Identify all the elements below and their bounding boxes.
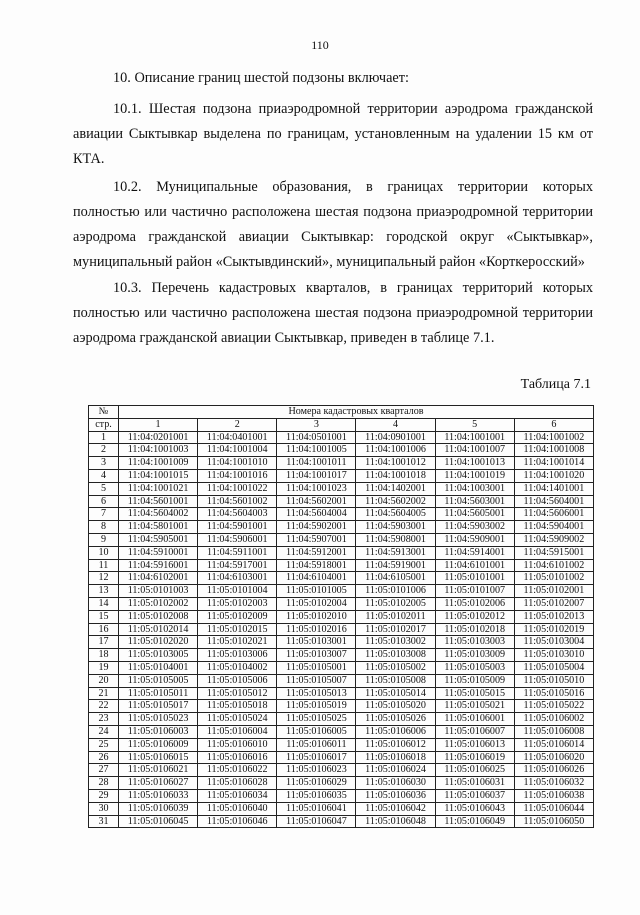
cadastral-number-cell: 11:05:0106024 (356, 764, 435, 777)
cadastral-number-cell: 11:05:0106044 (514, 802, 593, 815)
cadastral-number-cell: 11:05:0102003 (198, 597, 277, 610)
cadastral-number-cell: 11:05:0106025 (435, 764, 514, 777)
cadastral-number-cell: 11:05:0101003 (119, 585, 198, 598)
cadastral-number-cell: 11:04:5902001 (277, 521, 356, 534)
cadastral-number-cell: 11:04:1001020 (514, 469, 593, 482)
table-row (89, 777, 594, 790)
cadastral-number-cell: 11:05:0103010 (514, 649, 593, 662)
header-row-number-label: № (89, 406, 119, 419)
cadastral-number-cell: 11:04:6103001 (198, 572, 277, 585)
cadastral-number-cell: 11:05:0106011 (277, 738, 356, 751)
row-number-cell: 1 (89, 431, 119, 444)
cadastral-number-cell: 11:04:1001013 (435, 457, 514, 470)
cadastral-number-cell: 11:04:5905001 (119, 533, 198, 546)
column-header: 3 (277, 418, 356, 431)
header-group-label: Номера кадастровых кварталов (119, 406, 594, 419)
cadastral-number-cell: 11:05:0105015 (435, 687, 514, 700)
cadastral-number-cell: 11:05:0106007 (435, 725, 514, 738)
cadastral-number-cell: 11:05:0106001 (435, 713, 514, 726)
cadastral-number-cell: 11:04:1001004 (198, 444, 277, 457)
cadastral-number-cell: 11:05:0101007 (435, 585, 514, 598)
cadastral-number-cell: 11:05:0102017 (356, 623, 435, 636)
cadastral-number-cell: 11:05:0105021 (435, 700, 514, 713)
table-row (89, 661, 594, 674)
cadastral-number-cell: 11:05:0106028 (198, 777, 277, 790)
cadastral-number-cell: 11:04:0501001 (277, 431, 356, 444)
cadastral-number-cell: 11:05:0106009 (119, 738, 198, 751)
table-row (89, 764, 594, 777)
cadastral-number-cell: 11:05:0103001 (277, 636, 356, 649)
cadastral-number-cell: 11:05:0106019 (435, 751, 514, 764)
cadastral-number-cell: 11:05:0102021 (198, 636, 277, 649)
row-number-cell: 2 (89, 444, 119, 457)
cadastral-number-cell: 11:05:0106004 (198, 725, 277, 738)
cadastral-number-cell: 11:04:1402001 (356, 482, 435, 495)
row-number-cell: 27 (89, 764, 119, 777)
cadastral-number-cell: 11:05:0102013 (514, 610, 593, 623)
table-row (89, 623, 594, 636)
cadastral-number-cell: 11:05:0105019 (277, 700, 356, 713)
cadastral-number-cell: 11:05:0105012 (198, 687, 277, 700)
cadastral-table (88, 405, 594, 828)
cadastral-number-cell: 11:04:1001016 (198, 469, 277, 482)
cadastral-number-cell: 11:04:5602001 (277, 495, 356, 508)
cadastral-number-cell: 11:05:0102014 (119, 623, 198, 636)
table-header-row (89, 418, 594, 431)
cadastral-number-cell: 11:05:0106049 (435, 815, 514, 828)
cadastral-number-cell: 11:04:5903001 (356, 521, 435, 534)
cadastral-number-cell: 11:04:1401001 (514, 482, 593, 495)
cadastral-number-cell: 11:05:0102002 (119, 597, 198, 610)
cadastral-number-cell: 11:04:1001014 (514, 457, 593, 470)
cadastral-number-cell: 11:05:0105010 (514, 674, 593, 687)
table-row (89, 508, 594, 521)
cadastral-number-cell: 11:05:0102010 (277, 610, 356, 623)
cadastral-number-cell: 11:04:5911001 (198, 546, 277, 559)
table-row (89, 431, 594, 444)
cadastral-number-cell: 11:04:5801001 (119, 521, 198, 534)
cadastral-number-cell: 11:05:0102008 (119, 610, 198, 623)
row-number-cell: 15 (89, 610, 119, 623)
table-row (89, 559, 594, 572)
cadastral-number-cell: 11:04:5909001 (435, 533, 514, 546)
cadastral-number-cell: 11:05:0106043 (435, 802, 514, 815)
cadastral-number-cell: 11:05:0102005 (356, 597, 435, 610)
row-number-cell: 4 (89, 469, 119, 482)
cadastral-number-cell: 11:04:6101002 (514, 559, 593, 572)
cadastral-number-cell: 11:05:0106045 (119, 815, 198, 828)
cadastral-number-cell: 11:05:0106039 (119, 802, 198, 815)
cadastral-number-cell: 11:05:0106021 (119, 764, 198, 777)
cadastral-number-cell: 11:05:0102015 (198, 623, 277, 636)
row-number-cell: 10 (89, 546, 119, 559)
cadastral-number-cell: 11:05:0106030 (356, 777, 435, 790)
cadastral-number-cell: 11:04:1001015 (119, 469, 198, 482)
cadastral-number-cell: 11:04:5910001 (119, 546, 198, 559)
cadastral-number-cell: 11:05:0106029 (277, 777, 356, 790)
cadastral-number-cell: 11:05:0106032 (514, 777, 593, 790)
cadastral-number-cell: 11:04:1001023 (277, 482, 356, 495)
table-row (89, 495, 594, 508)
cadastral-number-cell: 11:05:0106050 (514, 815, 593, 828)
cadastral-number-cell: 11:04:1001018 (356, 469, 435, 482)
cadastral-number-cell: 11:04:6101001 (435, 559, 514, 572)
cadastral-number-cell: 11:05:0106033 (119, 789, 198, 802)
page-number: 110 (311, 38, 329, 52)
cadastral-number-cell: 11:05:0103004 (514, 636, 593, 649)
cadastral-number-cell: 11:04:6102001 (119, 572, 198, 585)
column-header: 1 (119, 418, 198, 431)
cadastral-number-cell: 11:04:5602002 (356, 495, 435, 508)
paragraph-10-2: 10.2. Муниципальные образования, в границах территории которых полностью или частично расположена шестая подзона приаэродромной территории аэродрома гражданской авиации Сыктывкар: городской округ «Сыктывкар», муниципальный район «Сыктывдинский», муниципальный район «Корткеросский» (73, 179, 593, 270)
cadastral-number-cell: 11:05:0104001 (119, 661, 198, 674)
cadastral-number-cell: 11:04:5604002 (119, 508, 198, 521)
row-number-cell: 22 (89, 700, 119, 713)
cadastral-number-cell: 11:05:0106037 (435, 789, 514, 802)
cadastral-number-cell: 11:05:0102011 (356, 610, 435, 623)
cadastral-number-cell: 11:04:5604001 (514, 495, 593, 508)
row-number-cell: 25 (89, 738, 119, 751)
row-number-cell: 11 (89, 559, 119, 572)
cadastral-number-cell: 11:04:1001009 (119, 457, 198, 470)
cadastral-number-cell: 11:04:5604003 (198, 508, 277, 521)
table-row (89, 700, 594, 713)
row-number-cell: 29 (89, 789, 119, 802)
cadastral-number-cell: 11:04:1001003 (119, 444, 198, 457)
cadastral-number-cell: 11:04:6105001 (356, 572, 435, 585)
cadastral-number-cell: 11:04:1001002 (514, 431, 593, 444)
cadastral-number-cell: 11:04:5604005 (356, 508, 435, 521)
cadastral-number-cell: 11:05:0106035 (277, 789, 356, 802)
row-number-cell: 19 (89, 661, 119, 674)
cadastral-number-cell: 11:05:0106047 (277, 815, 356, 828)
cadastral-number-cell: 11:05:0106003 (119, 725, 198, 738)
row-number-cell: 18 (89, 649, 119, 662)
cadastral-number-cell: 11:04:5604004 (277, 508, 356, 521)
cadastral-number-cell: 11:05:0103008 (356, 649, 435, 662)
table-row (89, 751, 594, 764)
cadastral-number-cell: 11:04:1001010 (198, 457, 277, 470)
cadastral-number-cell: 11:05:0102007 (514, 597, 593, 610)
table-row (89, 815, 594, 828)
cadastral-number-cell: 11:05:0106046 (198, 815, 277, 828)
row-number-cell: 7 (89, 508, 119, 521)
cadastral-number-cell: 11:05:0105018 (198, 700, 277, 713)
cadastral-number-cell: 11:04:1001011 (277, 457, 356, 470)
row-number-cell: 8 (89, 521, 119, 534)
row-number-cell: 12 (89, 572, 119, 585)
cadastral-number-cell: 11:05:0106036 (356, 789, 435, 802)
table-row (89, 713, 594, 726)
table-caption: Таблица 7.1 (520, 377, 591, 392)
cadastral-number-cell: 11:04:1001005 (277, 444, 356, 457)
cadastral-number-cell: 11:04:1001021 (119, 482, 198, 495)
cadastral-number-cell: 11:05:0105004 (514, 661, 593, 674)
cadastral-number-cell: 11:05:0106010 (198, 738, 277, 751)
table-row (89, 546, 594, 559)
section-heading: 10. Описание границ шестой подзоны включает: (113, 70, 409, 86)
row-number-cell: 5 (89, 482, 119, 495)
cadastral-number-cell: 11:04:1001012 (356, 457, 435, 470)
table-row (89, 444, 594, 457)
row-number-cell: 23 (89, 713, 119, 726)
cadastral-number-cell: 11:05:0106015 (119, 751, 198, 764)
cadastral-number-cell: 11:04:5912001 (277, 546, 356, 559)
cadastral-number-cell: 11:04:5903002 (435, 521, 514, 534)
paragraph-10-1: 10.1. Шестая подзона приаэродромной территории аэродрома гражданской авиации Сыктывкар выделена по границам, установленным на удалении 15 км от КТА. (73, 101, 593, 167)
cadastral-number-cell: 11:05:0105005 (119, 674, 198, 687)
cadastral-number-cell: 11:05:0106027 (119, 777, 198, 790)
cadastral-number-cell: 11:05:0106048 (356, 815, 435, 828)
row-number-cell: 14 (89, 597, 119, 610)
cadastral-number-cell: 11:05:0106023 (277, 764, 356, 777)
cadastral-number-cell: 11:05:0104002 (198, 661, 277, 674)
table-row (89, 585, 594, 598)
cadastral-number-cell: 11:05:0105017 (119, 700, 198, 713)
cadastral-number-cell: 11:05:0105011 (119, 687, 198, 700)
cadastral-number-cell: 11:04:5906001 (198, 533, 277, 546)
cadastral-number-cell: 11:05:0101001 (435, 572, 514, 585)
row-number-cell: 30 (89, 802, 119, 815)
cadastral-number-cell: 11:05:0103006 (198, 649, 277, 662)
cadastral-number-cell: 11:05:0105025 (277, 713, 356, 726)
cadastral-number-cell: 11:05:0105023 (119, 713, 198, 726)
column-header: 4 (356, 418, 435, 431)
table-row (89, 457, 594, 470)
table-row (89, 482, 594, 495)
cadastral-number-cell: 11:04:5914001 (435, 546, 514, 559)
cadastral-number-cell: 11:05:0106022 (198, 764, 277, 777)
cadastral-number-cell: 11:05:0106041 (277, 802, 356, 815)
row-number-cell: 31 (89, 815, 119, 828)
cadastral-number-cell: 11:05:0105009 (435, 674, 514, 687)
row-number-cell: 3 (89, 457, 119, 470)
cadastral-number-cell: 11:04:5919001 (356, 559, 435, 572)
cadastral-number-cell: 11:05:0105020 (356, 700, 435, 713)
cadastral-number-cell: 11:04:1003001 (435, 482, 514, 495)
table-row (89, 572, 594, 585)
cadastral-number-cell: 11:05:0102016 (277, 623, 356, 636)
cadastral-number-cell: 11:05:0106034 (198, 789, 277, 802)
cadastral-number-cell: 11:05:0105016 (514, 687, 593, 700)
row-number-cell: 17 (89, 636, 119, 649)
cadastral-number-cell: 11:05:0102018 (435, 623, 514, 636)
cadastral-number-cell: 11:04:1001019 (435, 469, 514, 482)
cadastral-number-cell: 11:05:0102009 (198, 610, 277, 623)
table-row (89, 636, 594, 649)
cadastral-number-cell: 11:05:0106014 (514, 738, 593, 751)
cadastral-number-cell: 11:05:0106012 (356, 738, 435, 751)
row-number-cell: 28 (89, 777, 119, 790)
table-row (89, 802, 594, 815)
row-number-cell: 9 (89, 533, 119, 546)
cadastral-number-cell: 11:04:5917001 (198, 559, 277, 572)
table-row (89, 597, 594, 610)
cadastral-number-cell: 11:05:0105024 (198, 713, 277, 726)
cadastral-number-cell: 11:05:0106040 (198, 802, 277, 815)
cadastral-number-cell: 11:05:0101004 (198, 585, 277, 598)
cadastral-number-cell: 11:05:0105003 (435, 661, 514, 674)
cadastral-number-cell: 11:04:5603001 (435, 495, 514, 508)
cadastral-number-cell: 11:04:5901001 (198, 521, 277, 534)
cadastral-number-cell: 11:04:1001001 (435, 431, 514, 444)
cadastral-number-cell: 11:05:0105007 (277, 674, 356, 687)
table-row (89, 610, 594, 623)
cadastral-number-cell: 11:05:0103002 (356, 636, 435, 649)
cadastral-number-cell: 11:05:0106002 (514, 713, 593, 726)
cadastral-number-cell: 11:04:5601002 (198, 495, 277, 508)
cadastral-number-cell: 11:04:5605001 (435, 508, 514, 521)
cadastral-number-cell: 11:04:1001007 (435, 444, 514, 457)
cadastral-number-cell: 11:04:0201001 (119, 431, 198, 444)
row-number-cell: 16 (89, 623, 119, 636)
cadastral-number-cell: 11:04:5916001 (119, 559, 198, 572)
table-row (89, 521, 594, 534)
cadastral-number-cell: 11:05:0102006 (435, 597, 514, 610)
row-number-cell: 26 (89, 751, 119, 764)
cadastral-number-cell: 11:05:0105014 (356, 687, 435, 700)
column-header: 5 (435, 418, 514, 431)
cadastral-number-cell: 11:05:0102019 (514, 623, 593, 636)
cadastral-number-cell: 11:05:0106008 (514, 725, 593, 738)
column-header: 2 (198, 418, 277, 431)
cadastral-number-cell: 11:05:0105001 (277, 661, 356, 674)
cadastral-number-cell: 11:05:0106006 (356, 725, 435, 738)
column-header: 6 (514, 418, 593, 431)
row-number-cell: 24 (89, 725, 119, 738)
cadastral-number-cell: 11:04:1001008 (514, 444, 593, 457)
cadastral-number-cell: 11:05:0105026 (356, 713, 435, 726)
cadastral-number-cell: 11:05:0102004 (277, 597, 356, 610)
cadastral-number-cell: 11:04:5918001 (277, 559, 356, 572)
cadastral-number-cell: 11:05:0106026 (514, 764, 593, 777)
cadastral-number-cell: 11:04:5606001 (514, 508, 593, 521)
cadastral-number-cell: 11:04:6104001 (277, 572, 356, 585)
table-row (89, 687, 594, 700)
cadastral-number-cell: 11:05:0103007 (277, 649, 356, 662)
cadastral-number-cell: 11:04:0401001 (198, 431, 277, 444)
row-number-cell: 6 (89, 495, 119, 508)
cadastral-number-cell: 11:05:0105013 (277, 687, 356, 700)
cadastral-number-cell: 11:05:0105002 (356, 661, 435, 674)
cadastral-number-cell: 11:04:0901001 (356, 431, 435, 444)
cadastral-number-cell: 11:05:0103009 (435, 649, 514, 662)
cadastral-number-cell: 11:05:0106005 (277, 725, 356, 738)
cadastral-number-cell: 11:04:1001006 (356, 444, 435, 457)
cadastral-number-cell: 11:04:5913001 (356, 546, 435, 559)
row-number-cell: 20 (89, 674, 119, 687)
table-row (89, 469, 594, 482)
cadastral-number-cell: 11:05:0103003 (435, 636, 514, 649)
row-number-cell: 21 (89, 687, 119, 700)
cadastral-number-cell: 11:05:0102020 (119, 636, 198, 649)
cadastral-number-cell: 11:04:5908001 (356, 533, 435, 546)
table-row (89, 789, 594, 802)
paragraph-10-3: 10.3. Перечень кадастровых кварталов, в границах территорий которых полностью или частично расположена шестая подзона приаэродромной территории аэродрома гражданской авиации Сыктывкар, приведен в таблице 7.1. (73, 280, 593, 346)
cadastral-number-cell: 11:05:0103005 (119, 649, 198, 662)
cadastral-number-cell: 11:05:0102001 (514, 585, 593, 598)
row-number-cell: 13 (89, 585, 119, 598)
table-header-row (89, 406, 594, 419)
table-row (89, 674, 594, 687)
cadastral-number-cell: 11:05:0105022 (514, 700, 593, 713)
cadastral-number-cell: 11:05:0106017 (277, 751, 356, 764)
cadastral-number-cell: 11:04:5601001 (119, 495, 198, 508)
cadastral-number-cell: 11:05:0102012 (435, 610, 514, 623)
cadastral-number-cell: 11:05:0106013 (435, 738, 514, 751)
table-row (89, 738, 594, 751)
cadastral-number-cell: 11:04:5915001 (514, 546, 593, 559)
cadastral-number-cell: 11:04:5907001 (277, 533, 356, 546)
table-row (89, 725, 594, 738)
cadastral-number-cell: 11:04:5909002 (514, 533, 593, 546)
cadastral-number-cell: 11:05:0101002 (514, 572, 593, 585)
cadastral-number-cell: 11:05:0105008 (356, 674, 435, 687)
header-row-number-sub: стр. (89, 418, 119, 431)
cadastral-number-cell: 11:05:0106042 (356, 802, 435, 815)
cadastral-number-cell: 11:04:5904001 (514, 521, 593, 534)
cadastral-number-cell: 11:05:0106016 (198, 751, 277, 764)
cadastral-number-cell: 11:04:1001017 (277, 469, 356, 482)
cadastral-number-cell: 11:04:1001022 (198, 482, 277, 495)
cadastral-number-cell: 11:05:0106020 (514, 751, 593, 764)
cadastral-number-cell: 11:05:0106031 (435, 777, 514, 790)
cadastral-number-cell: 11:05:0101005 (277, 585, 356, 598)
cadastral-number-cell: 11:05:0105006 (198, 674, 277, 687)
cadastral-number-cell: 11:05:0106038 (514, 789, 593, 802)
cadastral-number-cell: 11:05:0101006 (356, 585, 435, 598)
table-row (89, 649, 594, 662)
table-row (89, 533, 594, 546)
cadastral-number-cell: 11:05:0106018 (356, 751, 435, 764)
table-body (89, 431, 594, 828)
